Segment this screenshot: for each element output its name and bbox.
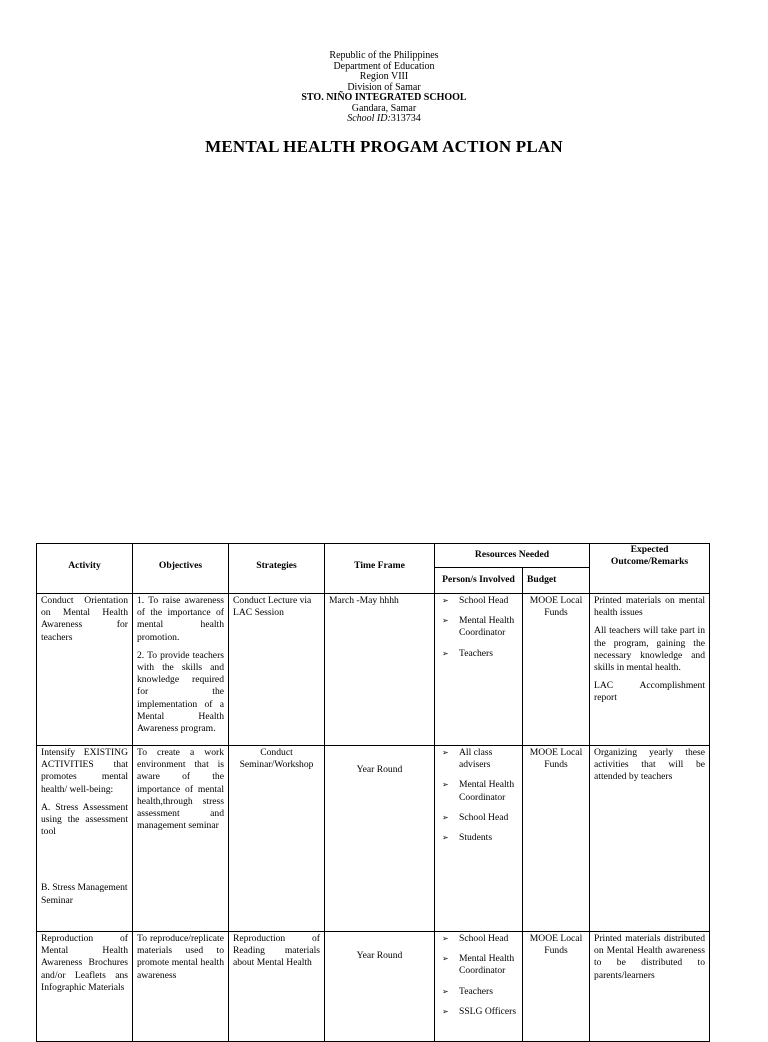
list-item — [439, 595, 518, 607]
activity-text: Conduct Orientation on Mental Health Awareness for teachers — [41, 595, 128, 643]
list-item — [439, 933, 518, 945]
person-label: SSLG Officers — [459, 1005, 517, 1017]
strategies-cell: Conduct Lecture via LAC Session — [229, 594, 325, 746]
header-department: Department of Education — [333, 60, 435, 72]
document-header — [0, 51, 768, 125]
header-address: Gandara, Samar — [351, 102, 417, 114]
objective-text: To create a work environment that is aware of the importance of mental health,through stress assessment and management seminar — [137, 747, 224, 832]
header-strategies: Strategies — [229, 544, 325, 594]
activity-cell — [37, 932, 133, 1042]
arrow-bullet-icon: ➢ — [442, 954, 449, 964]
activity-text: Intensify EXISTING ACTIVITIES that promotes mental health/ well-being: — [41, 747, 128, 795]
activity-text: Reproduction of Mental Health Awareness Brochures and/or Leaflets ans Infographic Materials — [41, 933, 128, 993]
activity-text: A. Stress Assessment using the assessment tool — [41, 801, 128, 838]
objective-text: 1. To raise awareness of the importance of mental health promotion. — [137, 595, 224, 643]
objective-text: To reproduce/replicate materials used to promote mental health awareness — [137, 933, 224, 981]
budget-cell: MOOE Local Funds — [523, 746, 590, 932]
arrow-bullet-icon: ➢ — [442, 833, 449, 843]
arrow-bullet-icon: ➢ — [442, 780, 449, 790]
outcome-text: Printed materials distributed on Mental Health awareness to be distributed to parents/learners — [594, 933, 706, 981]
outcome-cell — [590, 932, 710, 1042]
list-item — [439, 953, 518, 977]
objectives-cell — [133, 932, 229, 1042]
outcome-cell — [590, 746, 710, 932]
activity-cell — [37, 746, 133, 932]
strategies-cell: Conduct Seminar/Workshop — [229, 746, 325, 932]
persons-cell — [435, 746, 523, 932]
header-activity: Activity — [37, 544, 133, 594]
table-row — [37, 746, 710, 932]
person-label: Teachers — [459, 985, 493, 997]
header-division: Division of Samar — [347, 81, 421, 93]
list-item — [439, 648, 518, 660]
school-id-label: School ID: — [347, 113, 391, 124]
arrow-bullet-icon: ➢ — [442, 616, 449, 626]
time-frame-cell: Year Round — [325, 746, 435, 932]
table-row — [37, 594, 710, 746]
objective-text: 2. To provide teachers with the skills and knowledge required for the implementation of a Mental Health Awareness program. — [137, 649, 224, 735]
list-item — [439, 615, 518, 639]
person-label: Mental Health Coordinator — [459, 953, 515, 977]
outcome-text: Printed materials on mental health issues — [594, 595, 706, 619]
header-objectives: Objectives — [133, 544, 229, 594]
page-title: MENTAL HEALTH PROGAM ACTION PLAN — [205, 137, 563, 156]
objectives-cell — [133, 746, 229, 932]
person-label: School Head — [459, 595, 509, 606]
arrow-bullet-icon: ➢ — [442, 648, 449, 658]
person-label: School Head — [459, 811, 509, 823]
outcome-cell — [590, 594, 710, 746]
time-frame-cell: Year Round — [325, 932, 435, 1042]
header-expected-outcome: Expected Outcome/Remarks — [590, 544, 710, 594]
arrow-bullet-icon: ➢ — [442, 986, 449, 996]
person-label: Students — [459, 832, 493, 844]
header-persons-involved: Person/s Involved — [435, 567, 523, 593]
time-frame-cell: March -May hhhh — [325, 594, 435, 746]
arrow-bullet-icon: ➢ — [442, 934, 449, 943]
person-label: All class advisers — [459, 747, 493, 771]
list-item — [439, 832, 518, 844]
strategies-cell: Reproduction of Reading materials about Mental Health — [229, 932, 325, 1042]
arrow-bullet-icon: ➢ — [442, 748, 449, 757]
person-label: Teachers — [459, 647, 493, 659]
list-item — [439, 779, 518, 803]
header-school-name: STO. NIÑO INTEGRATED SCHOOL — [301, 92, 467, 103]
list-item — [439, 812, 518, 824]
school-id-value: 313734 — [390, 113, 421, 124]
list-item — [439, 986, 518, 998]
budget-cell: MOOE Local Funds — [523, 594, 590, 746]
header-time-frame: Time Frame — [325, 544, 435, 594]
persons-cell — [435, 932, 523, 1042]
table-header-row — [37, 544, 710, 568]
outcome-text: LAC Accomplishment report — [594, 680, 706, 704]
header-resources-needed: Resources Needed — [435, 544, 590, 568]
activity-text: B. Stress Management Seminar — [41, 882, 128, 906]
person-label: Mental Health Coordinator — [459, 615, 515, 639]
objectives-cell — [133, 594, 229, 746]
outcome-text: Organizing yearly these activities that will be attended by teachers — [594, 747, 706, 783]
arrow-bullet-icon: ➢ — [442, 812, 449, 822]
arrow-bullet-icon: ➢ — [442, 1006, 449, 1016]
budget-cell: MOOE Local Funds — [523, 932, 590, 1042]
persons-cell — [435, 594, 523, 746]
arrow-bullet-icon: ➢ — [442, 596, 449, 605]
table-row — [37, 932, 710, 1042]
header-republic: Republic of the Philippines — [329, 50, 439, 61]
header-region: Region VIII — [359, 71, 409, 82]
header-school-id — [0, 114, 768, 125]
activity-cell — [37, 594, 133, 746]
list-item — [439, 747, 518, 771]
outcome-text: All teachers will take part in the program, gaining the necessary knowledge and skills in mental health. — [594, 625, 706, 674]
action-plan-table — [36, 543, 710, 1042]
list-item — [439, 1006, 518, 1018]
person-label: School Head — [459, 933, 509, 944]
person-label: Mental Health Coordinator — [459, 779, 515, 803]
header-budget: Budget — [523, 567, 590, 593]
